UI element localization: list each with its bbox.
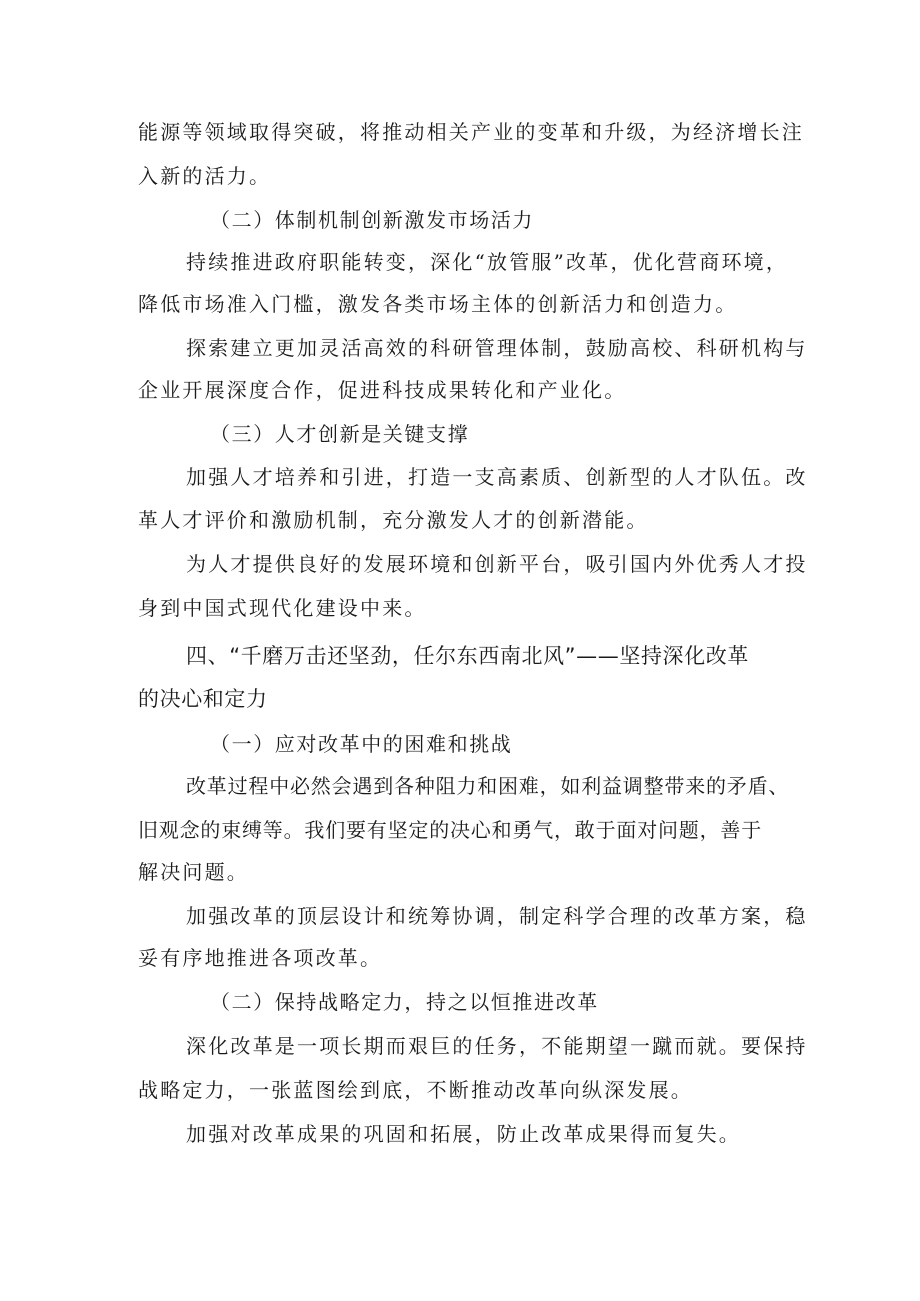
body-line: 改革过程中必然会遇到各种阻力和困难，如利益调整带来的矛盾、 — [186, 774, 790, 798]
section-heading: （三）人才创新是关键支撑 — [210, 422, 470, 446]
section-heading: （二）保持战略定力，持之以恒推进改革 — [210, 990, 599, 1014]
chapter-heading: 的决心和定力 — [138, 687, 268, 711]
body-line: 加强对改革成果的巩固和拓展，防止改革成果得而复失。 — [186, 1122, 741, 1146]
section-heading: （一）应对改革中的困难和挑战 — [210, 732, 513, 756]
body-line: 旧观念的束缚等。我们要有坚定的决心和勇气，敢于面对问题，善于 — [138, 818, 762, 842]
body-line: 探索建立更加灵活高效的科研管理体制，鼓励高校、科研机构与 — [186, 336, 808, 360]
body-line: 战略定力，一张蓝图绘到底，不断推动改革向纵深发展。 — [138, 1078, 693, 1102]
body-line: 降低市场准入门槛，激发各类市场主体的创新活力和创造力。 — [138, 292, 738, 316]
body-line: 解决问题。 — [138, 860, 249, 884]
body-line: 为人才提供良好的发展环境和创新平台，吸引国内外优秀人才投 — [186, 552, 808, 576]
body-line: 入新的活力。 — [138, 164, 272, 188]
section-heading: （二）体制机制创新激发市场活力 — [210, 208, 534, 232]
chapter-heading: 四、“千磨万击还坚劲，任尔东西南北风”——坚持深化改革 — [186, 644, 749, 668]
body-line: 持续推进政府职能转变，深化“放管服”改革，优化营商环境， — [186, 250, 789, 274]
body-line: 加强人才培养和引进，打造一支高素质、创新型的人才队伍。改 — [186, 465, 808, 489]
body-line: 革人才评价和激励机制，充分激发人才的创新潜能。 — [138, 508, 649, 532]
body-line: 深化改革是一项长期而艰巨的任务，不能期望一蹴而就。要保持 — [186, 1034, 808, 1058]
body-line: 妥有序地推进各项改革。 — [138, 946, 383, 970]
body-line: 企业开展深度合作，促进科技成果转化和产业化。 — [138, 378, 627, 402]
body-line: 身到中国式现代化建设中来。 — [138, 596, 427, 620]
body-line: 加强改革的顶层设计和统筹协调，制定科学合理的改革方案，稳 — [186, 904, 808, 928]
body-line: 能源等领域取得突破，将推动相关产业的变革和升级，为经济增长注 — [138, 120, 804, 144]
